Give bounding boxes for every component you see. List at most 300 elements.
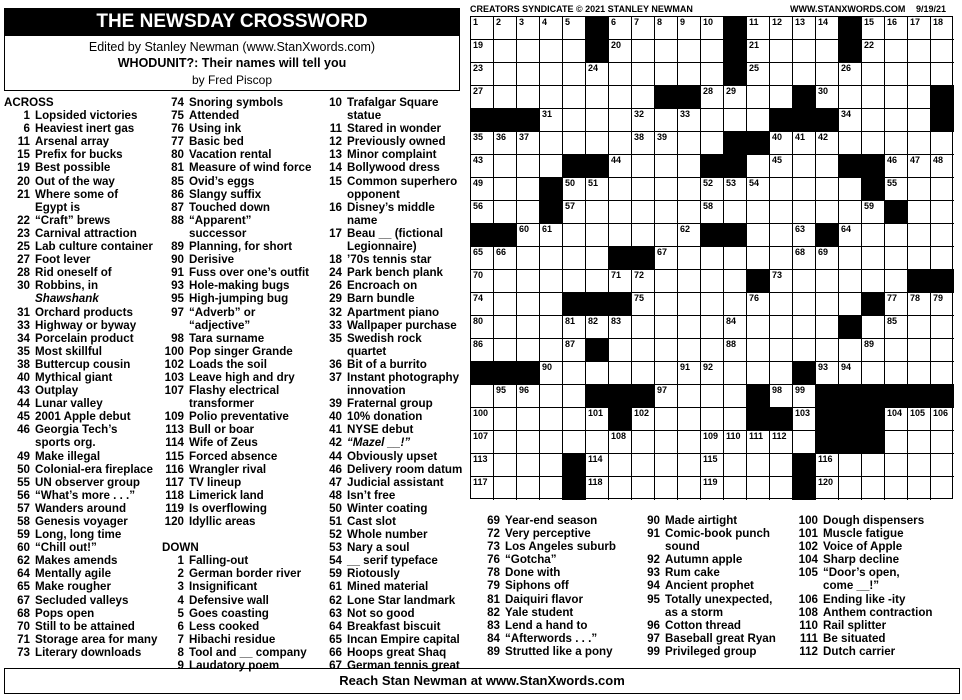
grid-cell[interactable] (678, 431, 701, 454)
grid-cell[interactable] (724, 178, 747, 201)
grid-cell[interactable] (862, 201, 885, 224)
grid-cell[interactable] (678, 40, 701, 63)
grid-cell[interactable] (862, 477, 885, 500)
grid-cell[interactable] (770, 155, 793, 178)
grid-cell[interactable] (471, 293, 494, 316)
grid-cell[interactable] (609, 431, 632, 454)
grid-cell[interactable] (793, 316, 816, 339)
grid-cell[interactable] (747, 109, 770, 132)
grid-cell[interactable] (770, 454, 793, 477)
grid-cell[interactable] (540, 316, 563, 339)
grid-cell[interactable] (609, 17, 632, 40)
grid-cell[interactable] (862, 316, 885, 339)
grid-cell[interactable] (793, 270, 816, 293)
grid-cell[interactable] (931, 339, 954, 362)
grid-cell[interactable] (885, 270, 908, 293)
grid-cell[interactable] (770, 270, 793, 293)
grid-cell[interactable] (586, 224, 609, 247)
grid-cell[interactable] (586, 454, 609, 477)
grid-cell[interactable] (770, 40, 793, 63)
grid-cell[interactable] (517, 86, 540, 109)
grid-cell[interactable] (885, 454, 908, 477)
grid-cell[interactable] (471, 155, 494, 178)
grid-cell[interactable] (494, 86, 517, 109)
grid-cell[interactable] (609, 132, 632, 155)
grid-cell[interactable] (724, 247, 747, 270)
grid-cell[interactable] (586, 316, 609, 339)
grid-cell[interactable] (793, 408, 816, 431)
grid-cell[interactable] (931, 316, 954, 339)
grid-cell[interactable] (839, 109, 862, 132)
grid-cell[interactable] (471, 17, 494, 40)
grid-cell[interactable] (586, 270, 609, 293)
grid-cell[interactable] (816, 293, 839, 316)
grid-cell[interactable] (678, 247, 701, 270)
grid-cell[interactable] (908, 201, 931, 224)
grid-cell[interactable] (471, 201, 494, 224)
grid-cell[interactable] (632, 431, 655, 454)
grid-cell[interactable] (655, 63, 678, 86)
grid-cell[interactable] (609, 63, 632, 86)
grid-cell[interactable] (885, 155, 908, 178)
grid-cell[interactable] (770, 362, 793, 385)
grid-cell[interactable] (862, 86, 885, 109)
grid-cell[interactable] (931, 454, 954, 477)
grid-cell[interactable] (494, 454, 517, 477)
grid-cell[interactable] (540, 63, 563, 86)
grid-cell[interactable] (747, 247, 770, 270)
grid-cell[interactable] (816, 201, 839, 224)
grid-cell[interactable] (471, 86, 494, 109)
grid-cell[interactable] (632, 316, 655, 339)
grid-cell[interactable] (655, 132, 678, 155)
grid-cell[interactable] (862, 224, 885, 247)
grid-cell[interactable] (632, 408, 655, 431)
grid-cell[interactable] (747, 293, 770, 316)
grid-cell[interactable] (471, 339, 494, 362)
grid-cell[interactable] (609, 270, 632, 293)
grid-cell[interactable] (885, 178, 908, 201)
grid-cell[interactable] (609, 155, 632, 178)
grid-cell[interactable] (701, 454, 724, 477)
grid-cell[interactable] (655, 201, 678, 224)
grid-cell[interactable] (908, 40, 931, 63)
grid-cell[interactable] (632, 477, 655, 500)
grid-cell[interactable] (931, 431, 954, 454)
grid-cell[interactable] (563, 408, 586, 431)
grid-cell[interactable] (563, 431, 586, 454)
grid-cell[interactable] (931, 132, 954, 155)
grid-cell[interactable] (540, 86, 563, 109)
grid-cell[interactable] (517, 247, 540, 270)
grid-cell[interactable] (517, 431, 540, 454)
grid-cell[interactable] (494, 270, 517, 293)
grid-cell[interactable] (747, 339, 770, 362)
grid-cell[interactable] (793, 224, 816, 247)
grid-cell[interactable] (793, 385, 816, 408)
grid-cell[interactable] (770, 132, 793, 155)
grid-cell[interactable] (632, 454, 655, 477)
grid-cell[interactable] (609, 86, 632, 109)
grid-cell[interactable] (471, 477, 494, 500)
grid-cell[interactable] (517, 178, 540, 201)
grid-cell[interactable] (885, 293, 908, 316)
grid-cell[interactable] (816, 155, 839, 178)
grid-cell[interactable] (471, 408, 494, 431)
grid-cell[interactable] (747, 201, 770, 224)
grid-cell[interactable] (586, 431, 609, 454)
grid-cell[interactable] (586, 408, 609, 431)
grid-cell[interactable] (563, 132, 586, 155)
grid-cell[interactable] (609, 339, 632, 362)
grid-cell[interactable] (724, 339, 747, 362)
grid-cell[interactable] (885, 40, 908, 63)
grid-cell[interactable] (816, 339, 839, 362)
grid-cell[interactable] (793, 40, 816, 63)
grid-cell[interactable] (908, 86, 931, 109)
grid-cell[interactable] (494, 408, 517, 431)
grid-cell[interactable] (563, 86, 586, 109)
grid-cell[interactable] (678, 270, 701, 293)
grid-cell[interactable] (563, 385, 586, 408)
grid-cell[interactable] (701, 17, 724, 40)
grid-cell[interactable] (862, 247, 885, 270)
grid-cell[interactable] (816, 362, 839, 385)
grid-cell[interactable] (517, 201, 540, 224)
grid-cell[interactable] (609, 109, 632, 132)
grid-cell[interactable] (563, 17, 586, 40)
grid-cell[interactable] (862, 270, 885, 293)
grid-cell[interactable] (701, 63, 724, 86)
grid-cell[interactable] (701, 293, 724, 316)
grid-cell[interactable] (678, 155, 701, 178)
grid-cell[interactable] (770, 316, 793, 339)
grid-cell[interactable] (747, 362, 770, 385)
grid-cell[interactable] (632, 155, 655, 178)
grid-cell[interactable] (632, 362, 655, 385)
grid-cell[interactable] (655, 155, 678, 178)
grid-cell[interactable] (540, 155, 563, 178)
grid-cell[interactable] (908, 132, 931, 155)
grid-cell[interactable] (770, 63, 793, 86)
grid-cell[interactable] (540, 270, 563, 293)
grid-cell[interactable] (908, 293, 931, 316)
grid-cell[interactable] (655, 247, 678, 270)
grid-cell[interactable] (747, 316, 770, 339)
grid-cell[interactable] (609, 40, 632, 63)
grid-cell[interactable] (793, 63, 816, 86)
grid-cell[interactable] (724, 316, 747, 339)
grid-cell[interactable] (793, 339, 816, 362)
grid-cell[interactable] (724, 293, 747, 316)
grid-cell[interactable] (931, 201, 954, 224)
grid-cell[interactable] (586, 132, 609, 155)
grid-cell[interactable] (586, 63, 609, 86)
grid-cell[interactable] (885, 63, 908, 86)
grid-cell[interactable] (517, 132, 540, 155)
grid-cell[interactable] (724, 86, 747, 109)
grid-cell[interactable] (563, 178, 586, 201)
grid-cell[interactable] (724, 270, 747, 293)
grid-cell[interactable] (770, 293, 793, 316)
grid-cell[interactable] (471, 178, 494, 201)
grid-cell[interactable] (724, 109, 747, 132)
grid-cell[interactable] (586, 86, 609, 109)
grid-cell[interactable] (609, 201, 632, 224)
grid-cell[interactable] (839, 201, 862, 224)
grid-cell[interactable] (862, 132, 885, 155)
grid-cell[interactable] (678, 477, 701, 500)
grid-cell[interactable] (931, 408, 954, 431)
grid-cell[interactable] (678, 17, 701, 40)
grid-cell[interactable] (908, 477, 931, 500)
grid-cell[interactable] (678, 362, 701, 385)
grid-cell[interactable] (494, 132, 517, 155)
grid-cell[interactable] (678, 178, 701, 201)
grid-cell[interactable] (540, 385, 563, 408)
grid-cell[interactable] (793, 178, 816, 201)
grid-cell[interactable] (885, 86, 908, 109)
grid-cell[interactable] (655, 316, 678, 339)
grid-cell[interactable] (908, 454, 931, 477)
grid-cell[interactable] (655, 339, 678, 362)
grid-cell[interactable] (563, 339, 586, 362)
grid-cell[interactable] (885, 339, 908, 362)
grid-cell[interactable] (770, 339, 793, 362)
grid-cell[interactable] (655, 109, 678, 132)
grid-cell[interactable] (747, 40, 770, 63)
grid-cell[interactable] (517, 316, 540, 339)
grid-cell[interactable] (586, 178, 609, 201)
grid-cell[interactable] (931, 155, 954, 178)
grid-cell[interactable] (540, 17, 563, 40)
grid-cell[interactable] (816, 178, 839, 201)
grid-cell[interactable] (701, 247, 724, 270)
grid-cell[interactable] (816, 63, 839, 86)
grid-cell[interactable] (609, 224, 632, 247)
grid-cell[interactable] (494, 155, 517, 178)
grid-cell[interactable] (931, 362, 954, 385)
grid-cell[interactable] (747, 477, 770, 500)
grid-cell[interactable] (885, 247, 908, 270)
grid-cell[interactable] (862, 109, 885, 132)
grid-cell[interactable] (540, 477, 563, 500)
grid-cell[interactable] (908, 109, 931, 132)
grid-cell[interactable] (471, 63, 494, 86)
grid-cell[interactable] (517, 224, 540, 247)
grid-cell[interactable] (931, 40, 954, 63)
grid-cell[interactable] (632, 270, 655, 293)
grid-cell[interactable] (540, 224, 563, 247)
grid-cell[interactable] (862, 339, 885, 362)
grid-cell[interactable] (586, 201, 609, 224)
grid-cell[interactable] (494, 339, 517, 362)
grid-cell[interactable] (678, 316, 701, 339)
grid-cell[interactable] (471, 316, 494, 339)
grid-cell[interactable] (517, 293, 540, 316)
grid-cell[interactable] (747, 155, 770, 178)
grid-cell[interactable] (655, 477, 678, 500)
grid-cell[interactable] (540, 293, 563, 316)
grid-cell[interactable] (793, 17, 816, 40)
grid-cell[interactable] (517, 454, 540, 477)
grid-cell[interactable] (563, 224, 586, 247)
grid-cell[interactable] (931, 63, 954, 86)
grid-cell[interactable] (885, 109, 908, 132)
grid-cell[interactable] (494, 477, 517, 500)
grid-cell[interactable] (563, 316, 586, 339)
grid-cell[interactable] (724, 362, 747, 385)
grid-cell[interactable] (540, 40, 563, 63)
grid-cell[interactable] (793, 132, 816, 155)
grid-cell[interactable] (908, 362, 931, 385)
grid-cell[interactable] (770, 178, 793, 201)
grid-cell[interactable] (471, 247, 494, 270)
grid-cell[interactable] (701, 270, 724, 293)
grid-cell[interactable] (931, 224, 954, 247)
grid-cell[interactable] (770, 431, 793, 454)
grid-cell[interactable] (816, 40, 839, 63)
grid-cell[interactable] (517, 17, 540, 40)
grid-cell[interactable] (816, 132, 839, 155)
grid-cell[interactable] (839, 270, 862, 293)
grid-cell[interactable] (632, 132, 655, 155)
grid-cell[interactable] (839, 224, 862, 247)
grid-cell[interactable] (586, 362, 609, 385)
grid-cell[interactable] (839, 339, 862, 362)
grid-cell[interactable] (563, 247, 586, 270)
grid-cell[interactable] (494, 293, 517, 316)
grid-cell[interactable] (701, 362, 724, 385)
grid-cell[interactable] (563, 63, 586, 86)
grid-cell[interactable] (793, 431, 816, 454)
grid-cell[interactable] (862, 454, 885, 477)
grid-cell[interactable] (655, 178, 678, 201)
grid-cell[interactable] (793, 247, 816, 270)
grid-cell[interactable] (931, 477, 954, 500)
grid-cell[interactable] (540, 247, 563, 270)
grid-cell[interactable] (701, 316, 724, 339)
grid-cell[interactable] (747, 17, 770, 40)
grid-cell[interactable] (678, 454, 701, 477)
grid-cell[interactable] (701, 86, 724, 109)
grid-cell[interactable] (793, 155, 816, 178)
grid-cell[interactable] (655, 362, 678, 385)
grid-cell[interactable] (563, 270, 586, 293)
grid-cell[interactable] (586, 247, 609, 270)
grid-cell[interactable] (540, 408, 563, 431)
grid-cell[interactable] (494, 385, 517, 408)
grid-cell[interactable] (885, 431, 908, 454)
grid-cell[interactable] (632, 63, 655, 86)
grid-cell[interactable] (747, 86, 770, 109)
grid-cell[interactable] (770, 224, 793, 247)
grid-cell[interactable] (563, 201, 586, 224)
grid-cell[interactable] (609, 178, 632, 201)
grid-cell[interactable] (908, 316, 931, 339)
grid-cell[interactable] (931, 17, 954, 40)
grid-cell[interactable] (517, 40, 540, 63)
grid-cell[interactable] (471, 132, 494, 155)
grid-cell[interactable] (471, 270, 494, 293)
grid-cell[interactable] (862, 40, 885, 63)
grid-cell[interactable] (678, 339, 701, 362)
grid-cell[interactable] (586, 477, 609, 500)
grid-cell[interactable] (816, 17, 839, 40)
grid-cell[interactable] (701, 132, 724, 155)
grid-cell[interactable] (793, 201, 816, 224)
grid-cell[interactable] (816, 86, 839, 109)
grid-cell[interactable] (655, 40, 678, 63)
grid-cell[interactable] (724, 408, 747, 431)
grid-cell[interactable] (839, 178, 862, 201)
grid-cell[interactable] (747, 224, 770, 247)
grid-cell[interactable] (747, 431, 770, 454)
grid-cell[interactable] (632, 109, 655, 132)
grid-cell[interactable] (632, 201, 655, 224)
grid-cell[interactable] (563, 362, 586, 385)
grid-cell[interactable] (770, 17, 793, 40)
grid-cell[interactable] (471, 454, 494, 477)
grid-cell[interactable] (655, 17, 678, 40)
grid-cell[interactable] (701, 178, 724, 201)
grid-cell[interactable] (862, 362, 885, 385)
grid-cell[interactable] (655, 385, 678, 408)
grid-cell[interactable] (494, 201, 517, 224)
grid-cell[interactable] (540, 362, 563, 385)
grid-cell[interactable] (816, 270, 839, 293)
grid-cell[interactable] (885, 132, 908, 155)
grid-cell[interactable] (655, 431, 678, 454)
grid-cell[interactable] (678, 109, 701, 132)
grid-cell[interactable] (701, 339, 724, 362)
grid-cell[interactable] (678, 224, 701, 247)
grid-cell[interactable] (517, 155, 540, 178)
grid-cell[interactable] (931, 178, 954, 201)
grid-cell[interactable] (517, 270, 540, 293)
grid-cell[interactable] (517, 408, 540, 431)
grid-cell[interactable] (701, 40, 724, 63)
grid-cell[interactable] (839, 293, 862, 316)
grid-cell[interactable] (540, 431, 563, 454)
grid-cell[interactable] (586, 109, 609, 132)
grid-cell[interactable] (517, 339, 540, 362)
grid-cell[interactable] (839, 362, 862, 385)
grid-cell[interactable] (770, 385, 793, 408)
grid-cell[interactable] (632, 40, 655, 63)
grid-cell[interactable] (678, 63, 701, 86)
grid-cell[interactable] (701, 109, 724, 132)
grid-cell[interactable] (678, 132, 701, 155)
grid-cell[interactable] (908, 431, 931, 454)
grid-cell[interactable] (655, 408, 678, 431)
grid-cell[interactable] (494, 247, 517, 270)
grid-cell[interactable] (747, 454, 770, 477)
grid-cell[interactable] (517, 385, 540, 408)
grid-cell[interactable] (471, 385, 494, 408)
grid-cell[interactable] (908, 247, 931, 270)
grid-cell[interactable] (747, 178, 770, 201)
grid-cell[interactable] (655, 293, 678, 316)
grid-cell[interactable] (931, 293, 954, 316)
grid-cell[interactable] (632, 224, 655, 247)
grid-cell[interactable] (701, 201, 724, 224)
grid-cell[interactable] (862, 63, 885, 86)
grid-cell[interactable] (793, 293, 816, 316)
grid-cell[interactable] (839, 247, 862, 270)
grid-cell[interactable] (609, 316, 632, 339)
grid-cell[interactable] (839, 63, 862, 86)
